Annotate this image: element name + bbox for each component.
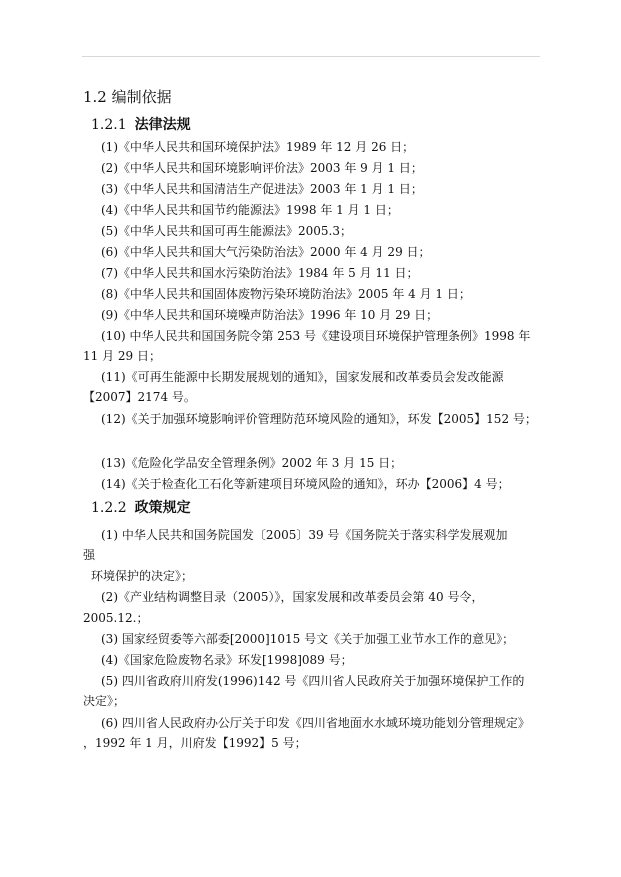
subsection-number: 1.2.2 [91, 500, 127, 516]
subsection-heading-laws [91, 114, 191, 134]
law-item-10: (10) 中华人民共和国国务院令第 253 号《建设项目环境保护管理条例》1998 年 [101, 329, 531, 343]
law-item-14: (14)《关于检查化工石化等新建项目环境风险的通知》，环办【2006】4 号； [101, 477, 510, 491]
law-item-4: (4)《中华人民共和国节约能源法》1998 年 1 月 1 日； [101, 203, 399, 217]
law-item-9: (9)《中华人民共和国环境噪声防治法》1996 年 10 月 29 日； [101, 308, 439, 322]
policy-item-1-cont: 强 [83, 548, 96, 562]
law-item-13: (13)《危险化学品安全管理条例》2002 年 3 月 15 日； [101, 456, 403, 470]
subsection-number: 1.2.1 [91, 117, 127, 133]
law-item-1: (1)《中华人民共和国环境保护法》1989 年 12 月 26 日； [101, 140, 415, 154]
law-item-8: (8)《中华人民共和国固体废物污染环境防治法》2005 年 4 月 1 日； [101, 287, 471, 301]
law-item-11: (11)《可再生能源中长期发展规划的通知》，国家发展和改革委员会发改能源 [101, 370, 504, 384]
subsection-title: 政策规定 [134, 500, 191, 516]
subsection-heading-policy [91, 497, 191, 517]
law-item-12: (12)《关于加强环境影响评价管理防范环境风险的通知》，环发【2005】152 号； [101, 412, 537, 426]
policy-item-5: (5) 四川省政府川府发(1996)142 号《四川省人民政府关于加强环境保护工作的 [101, 674, 525, 688]
policy-item-6-cont: ，1992 年 1 月，川府发【1992】5 号； [83, 736, 307, 750]
law-item-10-cont: 11 月 29 日； [83, 349, 161, 363]
policy-item-2-cont: 2005.12.； [83, 611, 149, 625]
law-item-3: (3)《中华人民共和国清洁生产促进法》2003 年 1 月 1 日； [101, 182, 423, 196]
law-item-11-cont: 【2007】2174 号。 [83, 390, 196, 404]
law-item-6: (6)《中华人民共和国大气污染防治法》2000 年 4 月 29 日； [101, 245, 431, 259]
policy-item-5-cont: 决定》； [83, 694, 126, 708]
policy-item-1: (1) 中华人民共和国务院国发〔2005〕39 号《国务院关于落实科学发展观加 [101, 528, 508, 542]
policy-item-1-cont2: 环境保护的决定》； [91, 569, 194, 583]
policy-item-3: (3) 国家经贸委等六部委[2000]1015 号文《关于加强工业节水工作的意见》； [101, 632, 515, 646]
law-item-5: (5)《中华人民共和国可再生能源法》2005.3； [101, 224, 352, 238]
policy-item-4: (4)《国家危险废物名录》环发[1998]089 号； [101, 653, 353, 667]
law-item-2: (2)《中华人民共和国环境影响评价法》2003 年 9 月 1 日； [101, 161, 423, 175]
policy-item-6: (6) 四川省人民政府办公厅关于印发《四川省地面水水域环境功能划分管理规定》 [101, 716, 530, 730]
law-item-7: (7)《中华人民共和国水污染防治法》1984 年 5 月 11 日； [101, 266, 419, 280]
subsection-title: 法律法规 [134, 117, 191, 133]
section-heading: 1.2 编制依据 [83, 88, 172, 106]
policy-item-2: (2)《产业结构调整目录（2005）》，国家发展和改革委员会第 40 号令， [101, 590, 484, 604]
header-rule [82, 56, 540, 57]
